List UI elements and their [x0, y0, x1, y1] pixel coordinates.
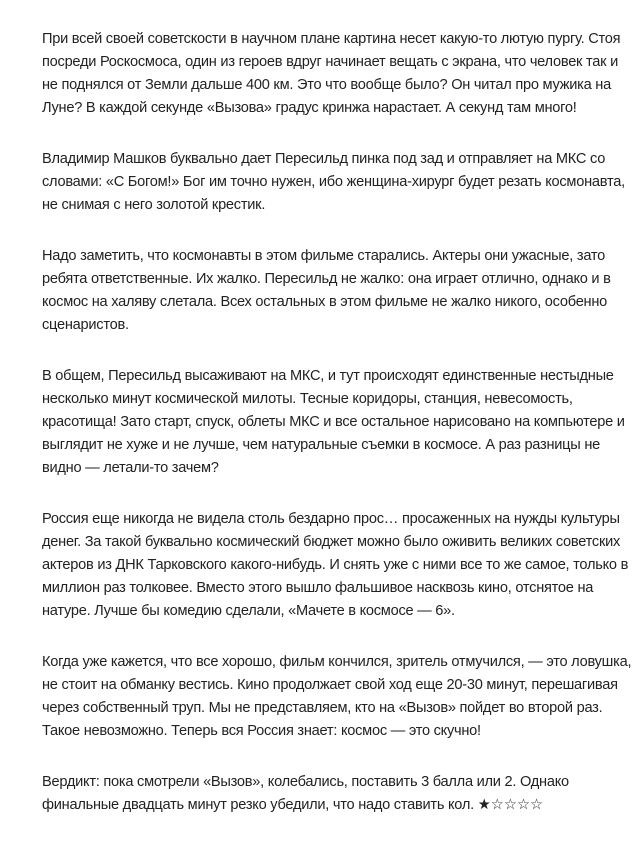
text-line: В общем, Пересильд высаживают на МКС, и тут происходят единственные нестыдные [42, 368, 614, 384]
text-line: Такое невозможно. Теперь вся Россия знает: космос — это скучно! [42, 723, 481, 739]
text-line: При всей своей советскости в научном плане картина несет какую-то лютую пургу. Стоя [42, 31, 621, 47]
text-line: выглядит не хуже и не лучше, чем натуральные съемки в космосе. А раз разницы не [42, 437, 600, 453]
text-line: видно — летали-то зачем? [42, 460, 219, 476]
text-line: не поднялся от Земли дальше 400 км. Это что вообще было? Он читал про мужика на [42, 77, 611, 93]
text-line: миллион раз толковее. Вместо этого вышло фальшивое насквозь кино, отснятое на [42, 580, 594, 596]
text-line: ребята ответственные. Их жалко. Пересильд не жалко: она играет отлично, однако и в [42, 271, 611, 287]
text-line: Владимир Машков буквально дает Пересильд пинка под зад и отправляет на МКС со [42, 151, 606, 167]
text-line: натуре. Лучше бы комедию сделали, «Мачете в космосе — 6». [42, 603, 455, 619]
text-line: Луне? В каждой секунде «Вызова» градус кринжа нарастает. А секунд там много! [42, 100, 577, 116]
text-line: несколько минут космической милоты. Тесные коридоры, станция, невесомость, [42, 391, 573, 407]
text-line: не снимая с него золотой крестик. [42, 197, 266, 213]
text-line: актеров из ДНК Тарковского какого-нибудь. И снять уже с ними все то же самое, только в [42, 557, 629, 573]
text-line: Россия еще никогда не видела столь бездарно прос… просаженных на нужды культуры [42, 511, 620, 527]
text-line: красотища! Зато старт, спуск, облеты МКС и все остальное нарисовано на компьютере и [42, 414, 625, 430]
text-line: Надо заметить, что космонавты в этом фильме старались. Актеры они ужасные, зато [42, 248, 606, 264]
paragraph [42, 365, 625, 480]
text-line: через собственный труп. Мы не представляем, кто на «Вызов» пойдет во второй раз. [42, 700, 603, 716]
paragraph [42, 148, 625, 217]
text-line: денег. За такой буквально космический бюджет можно было оживить великих советских [42, 534, 621, 550]
verdict-text: финальные двадцать минут резко убедили, что надо ставить кол. [42, 797, 474, 813]
paragraph [42, 28, 622, 120]
paragraph [42, 508, 629, 623]
text-line: словами: «С Богом!» Бог им точно нужен, ибо женщина-хирург будет резать космонавта, [42, 174, 625, 190]
text-line: Когда уже кажется, что все хорошо, фильм кончился, зритель отмучился, — это ловушка, [42, 654, 632, 670]
star-rating: ★☆☆☆☆ [477, 797, 544, 813]
text-line [42, 794, 622, 817]
paragraph [42, 245, 622, 337]
article-body [42, 28, 632, 845]
text-line: посреди Роскосмоса, один из героев вдруг начинает вещать с экрана, что человек так и [42, 54, 618, 70]
text-line: космос на халяву слетала. Всех остальных в этом фильме не жалко никого, особенно [42, 294, 608, 310]
text-line: не стоит на обманку вестись. Кино продолжает свой ход еще 20-30 минут, перешагивая [42, 677, 618, 693]
paragraph [42, 651, 632, 743]
text-line: сценаристов. [42, 317, 129, 333]
paragraph [42, 771, 622, 817]
text-line: Вердикт: пока смотрели «Вызов», колебались, поставить 3 балла или 2. Однако [42, 774, 569, 790]
